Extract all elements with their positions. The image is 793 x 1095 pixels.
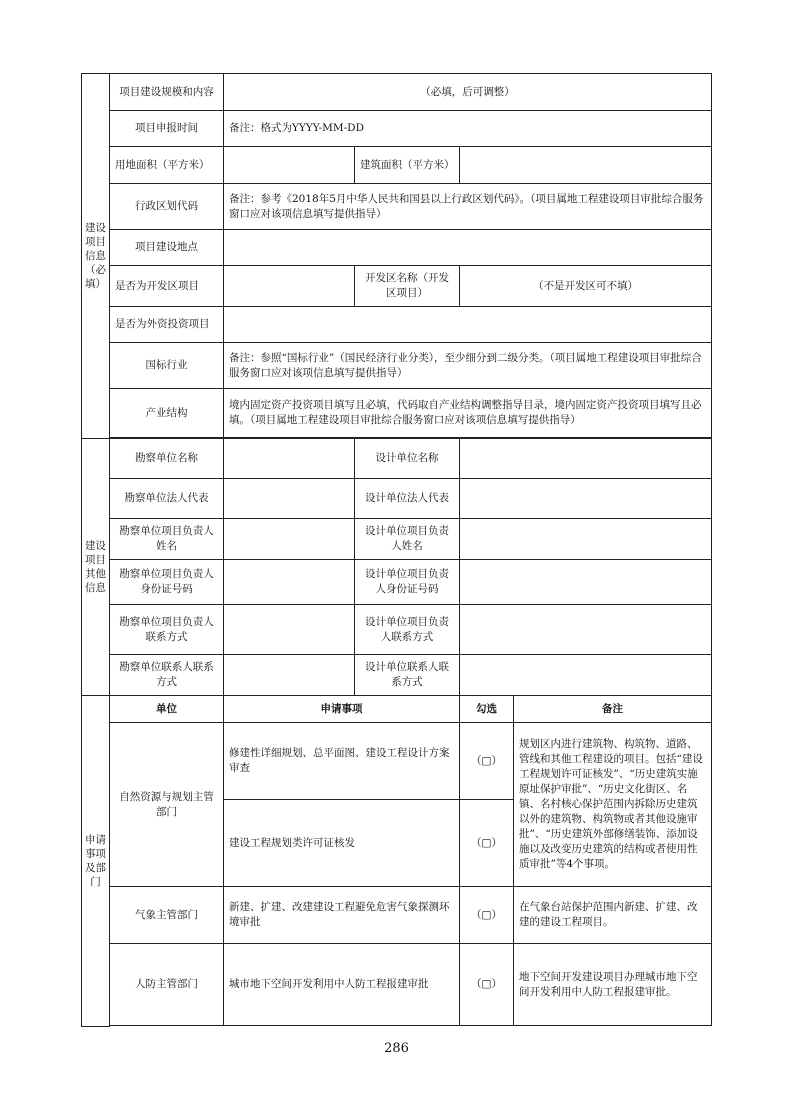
design-manager-id-field[interactable] (460, 560, 712, 605)
industry-field[interactable]: 备注：参照“国标行业”（国民经济行业分类），至少细分到二级分类。（项目属地工程建设项目审批综合服务窗口应对该项信息填写提供指导） (224, 343, 712, 389)
section-title-project-info: 建设项目信息（必填） (82, 74, 110, 439)
nr-unit: 自然资源与规划主管部门 (110, 723, 224, 887)
design-manager-id-label: 设计单位项目负责人身份证号码 (355, 560, 460, 605)
form-table (81, 73, 712, 1027)
building-area-field[interactable] (460, 147, 712, 184)
page-number: 286 (384, 1041, 409, 1056)
ad-remark: 地下空间开发建设项目办理城市地下空间开发利用中人防工程报建审批。 (514, 944, 712, 1026)
design-manager-contact-field[interactable] (460, 605, 712, 655)
survey-manager-name-field[interactable] (224, 519, 355, 560)
nr-item-permit: 建设工程规划类许可证核发 (224, 800, 460, 887)
header-unit: 单位 (110, 696, 224, 723)
survey-manager-contact-label: 勘察单位项目负责人联系方式 (110, 605, 224, 655)
foreign-field[interactable] (224, 307, 712, 343)
survey-contact-field[interactable] (224, 655, 355, 696)
location-field[interactable] (224, 230, 712, 266)
header-remark: 备注 (514, 696, 712, 723)
design-manager-name-field[interactable] (460, 519, 712, 560)
devzone-name-label: 开发区名称（开发区项目） (355, 266, 460, 307)
design-legal-rep-field[interactable] (460, 479, 712, 519)
application-form (81, 73, 711, 1027)
design-contact-label: 设计单位联系人联系方式 (355, 655, 460, 696)
land-area-field[interactable] (224, 147, 355, 184)
survey-manager-id-field[interactable] (224, 560, 355, 605)
nr-item-plan-review: 修建性详细规划、总平面图、建设工程设计方案审查 (224, 723, 460, 800)
devzone-label: 是否为开发区项目 (110, 266, 224, 307)
header-item: 申请事项 (224, 696, 460, 723)
foreign-label: 是否为外资投资项目 (110, 307, 224, 343)
met-item: 新建、扩建、改建建设工程避免危害气象探测环境审批 (224, 887, 460, 944)
scale-field[interactable]: （必填，后可调整） (224, 74, 712, 111)
design-contact-field[interactable] (460, 655, 712, 696)
nr-check-plan-review[interactable]: （□） (460, 723, 514, 800)
section-title-other-info: 建设项目其他信息 (82, 439, 110, 696)
land-area-label: 用地面积（平方米） (110, 147, 224, 184)
nr-remark: 规划区内进行建筑物、构筑物、道路、管线和其他工程建设的项目。包括“建设工程规划许可证核发”、“历史建筑实施原址保护审批”、“历史文化街区、名镇、名村核心保护范围内拆除历史建筑以外的建筑物、构筑物或者其他设施审批”、“历史建筑外部修缮装饰、添加设施以及改变历史建筑的结构或者使用性质审批”等4个事项。 (514, 723, 712, 887)
survey-legal-rep-label: 勘察单位法人代表 (110, 479, 224, 519)
met-check[interactable]: （□） (460, 887, 514, 944)
design-manager-contact-label: 设计单位项目负责人联系方式 (355, 605, 460, 655)
design-unit-name-field[interactable] (460, 439, 712, 479)
ad-unit: 人防主管部门 (110, 944, 224, 1026)
survey-manager-id-label: 勘察单位项目负责人身份证号码 (110, 560, 224, 605)
design-unit-name-label: 设计单位名称 (355, 439, 460, 479)
survey-legal-rep-field[interactable] (224, 479, 355, 519)
building-area-label: 建筑面积（平方米） (355, 147, 460, 184)
survey-unit-name-field[interactable] (224, 439, 355, 479)
section-title-application: 申请事项及部门 (82, 696, 110, 1027)
survey-contact-label: 勘察单位联系人联系方式 (110, 655, 224, 696)
location-label: 项目建设地点 (110, 230, 224, 266)
nr-check-permit[interactable]: （□） (460, 800, 514, 887)
time-field[interactable]: 备注：格式为YYYY-MM-DD (224, 111, 712, 147)
met-unit: 气象主管部门 (110, 887, 224, 944)
survey-manager-name-label: 勘察单位项目负责人姓名 (110, 519, 224, 560)
region-field[interactable]: 备注：参考《2018年5月中华人民共和国县以上行政区划代码》。（项目属地工程建设项目审批综合服务窗口应对该项信息填写提供指导） (224, 184, 712, 230)
region-label: 行政区划代码 (110, 184, 224, 230)
devzone-name-field[interactable]: （不是开发区可不填） (460, 266, 712, 307)
structure-label: 产业结构 (110, 389, 224, 438)
design-legal-rep-label: 设计单位法人代表 (355, 479, 460, 519)
survey-unit-name-label: 勘察单位名称 (110, 439, 224, 479)
scale-label: 项目建设规模和内容 (110, 74, 224, 111)
devzone-field[interactable] (224, 266, 355, 307)
design-manager-name-label: 设计单位项目负责人姓名 (355, 519, 460, 560)
survey-manager-contact-field[interactable] (224, 605, 355, 655)
ad-item: 城市地下空间开发利用中人防工程报建审批 (224, 944, 460, 1026)
time-label: 项目申报时间 (110, 111, 224, 147)
structure-field[interactable]: 境内固定资产投资项目填写且必填，代码取自产业结构调整指导目录，境内固定资产投资项目填写且必填。（项目属地工程建设项目审批综合服务窗口应对该项信息填写提供指导） (224, 389, 712, 438)
ad-check[interactable]: （□） (460, 944, 514, 1026)
header-check: 勾选 (460, 696, 514, 723)
industry-label: 国标行业 (110, 343, 224, 389)
met-remark: 在气象台站保护范围内新建、扩建、改建的建设工程项目。 (514, 887, 712, 944)
